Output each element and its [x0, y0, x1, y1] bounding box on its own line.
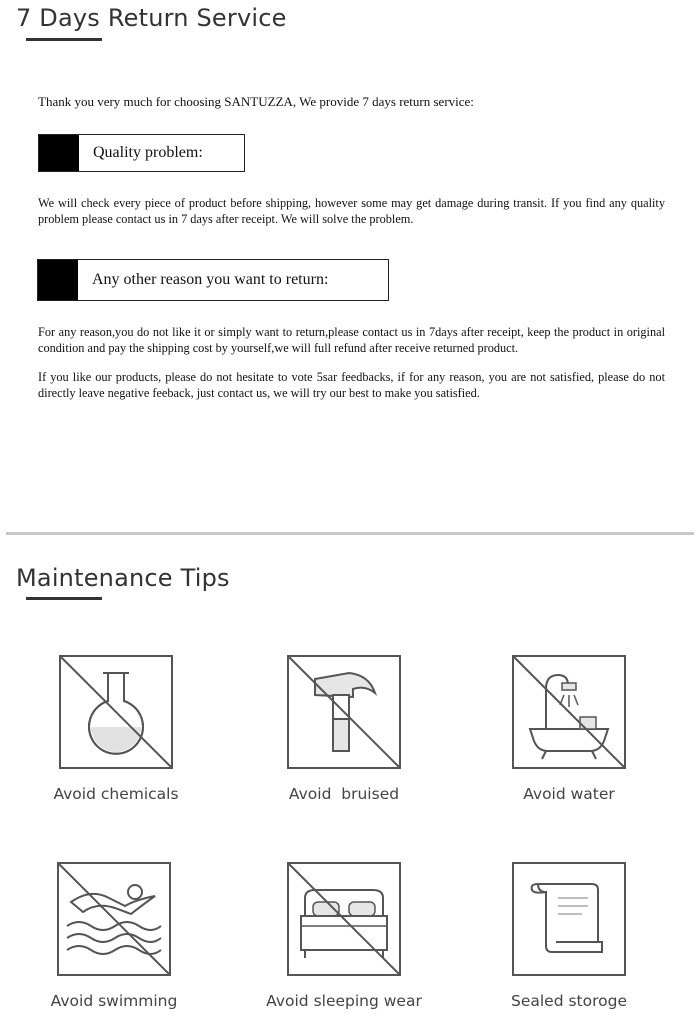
tip-label: Avoid bruised: [288, 785, 400, 803]
return-intro-text: Thank you very much for choosing SANTUZZA, We provide 7 days return service:: [38, 94, 474, 109]
tag-black-block: [39, 135, 79, 171]
other-reason-tag: [37, 259, 389, 301]
swimmer-icon: [57, 862, 171, 976]
tip-label: Sealed storoge: [510, 992, 627, 1010]
section-divider: [6, 532, 694, 535]
quality-problem-tag: [38, 134, 245, 172]
tip-label: Avoid chemicals: [53, 785, 179, 803]
tip-label: Avoid sleeping wear: [266, 992, 422, 1010]
tip-avoid-swimming: [4, 862, 224, 1010]
tip-sealed-storage: [459, 862, 679, 1010]
scroll-icon: [512, 862, 626, 976]
tip-avoid-bruised: [234, 655, 454, 803]
tag-black-block: [38, 260, 78, 300]
other-reason-label: Any other reason you want to return:: [92, 271, 329, 288]
feedback-text: If you like our products, please do not hesitate to vote 5sar feedbacks, if for any reason, you are not satisfied, please do not directly leave negative feeback, just contact us, we will try our best to make you satisfied.: [38, 370, 665, 400]
tip-avoid-water: [459, 655, 679, 803]
flask-icon: [59, 655, 173, 769]
hammer-icon: [287, 655, 401, 769]
other-reason-text: For any reason,you do not like it or simply want to return,please contact us in 7days after receipt, keep the product in original condition and pay the shipping cost by yourself,we will full refund after receive returned product.: [38, 325, 665, 355]
bed-icon: [287, 862, 401, 976]
quality-problem-text: We will check every piece of product before shipping, however some may get damage during transit. If you find any quality problem please contact us in 7 days after receipt. We will solve the problem.: [38, 196, 665, 226]
title-underline: [26, 597, 102, 600]
shower-icon: [512, 655, 626, 769]
tip-label: Avoid water: [523, 785, 615, 803]
tip-avoid-chemicals: [6, 655, 226, 803]
quality-problem-label: Quality problem:: [93, 144, 203, 161]
tip-label: Avoid swimming: [50, 992, 178, 1010]
title-underline: [26, 38, 102, 41]
return-section-title: 7 Days Return Service: [16, 4, 287, 32]
maintenance-section-title: Maintenance Tips: [16, 564, 230, 592]
tip-avoid-sleeping-wear: [234, 862, 454, 1010]
